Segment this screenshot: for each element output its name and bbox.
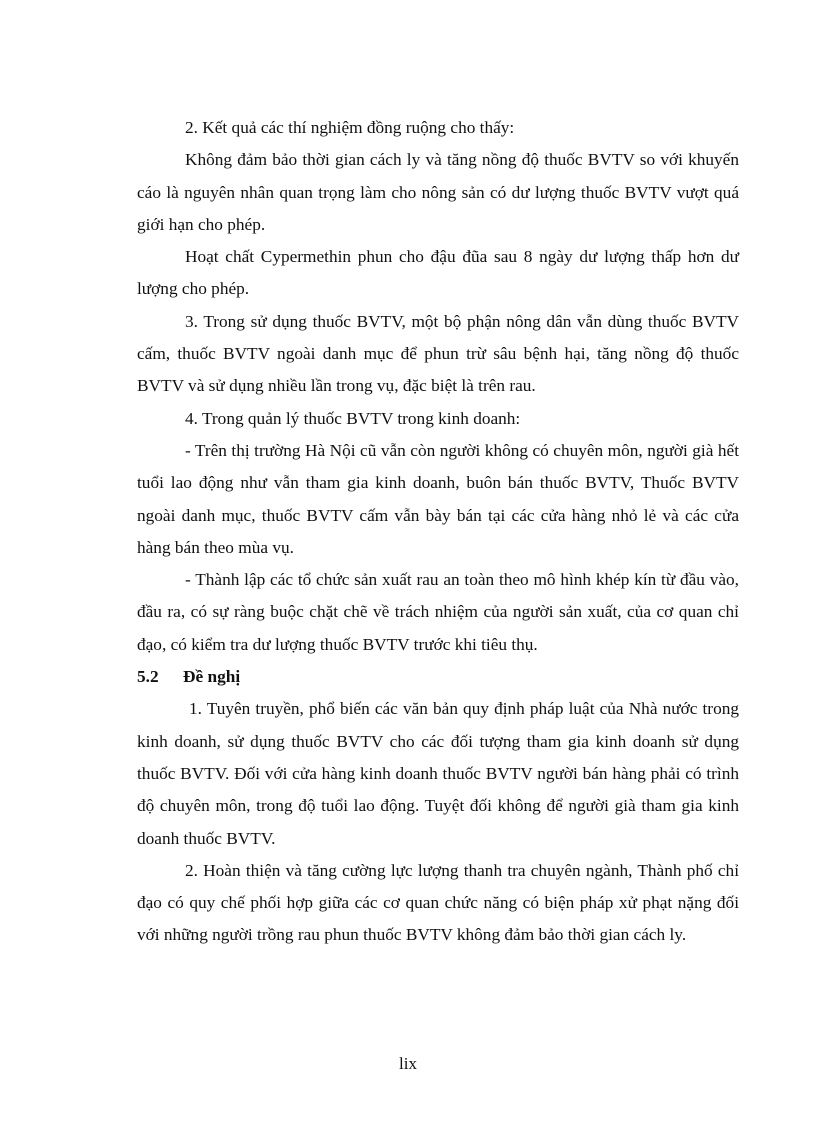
paragraph-isolation-time: Không đảm bảo thời gian cách ly và tăng nồng độ thuốc BVTV so với khuyến cáo là nguyên nhân quan trọng làm cho nông sản có dư lượng thuốc BVTV vượt quá giới hạn cho phép. <box>137 150 739 234</box>
section-title: Đề nghị <box>183 667 241 687</box>
paragraph-hanoi-market: - Trên thị trường Hà Nội cũ vẫn còn người không có chuyên môn, người già hết tuổi lao động như vẫn tham gia kinh doanh, buôn bán thuốc BVTV, Thuốc BVTV ngoài danh mục, thuốc BVTV cấm vẫn bày bán tại các cửa hàng nhỏ lẻ và các cửa hàng bán theo mùa vụ. <box>137 440 739 557</box>
page-body <box>137 112 739 952</box>
paragraph-management-intro: 4. Trong quản lý thuốc BVTV trong kinh doanh: <box>185 408 521 428</box>
paragraph-safe-vegetable-org: - Thành lập các tổ chức sản xuất rau an toàn theo mô hình khép kín từ đầu vào, đầu ra, có sự ràng buộc chặt chẽ về trách nhiệm của người sản xuất, của cơ quan chỉ đạo, có kiểm tra dư lượng thuốc BVTV trước khi tiêu thụ. <box>137 570 739 654</box>
section-number: 5.2 <box>137 667 159 687</box>
paragraph-results-intro: 2. Kết quả các thí nghiệm đồng ruộng cho thấy: <box>185 118 515 137</box>
page-number: lix <box>399 1054 417 1073</box>
paragraph-recommendation-2: 2. Hoàn thiện và tăng cường lực lượng thanh tra chuyên ngành, Thành phố chỉ đạo có quy chế phối hợp giữa các cơ quan chức năng có biện pháp xử phạt nặng đối với những người trồng rau phun thuốc BVTV không đảm bảo thời gian cách ly. <box>137 860 739 945</box>
paragraph-cypermethin: Hoạt chất Cypermethin phun cho đậu đũa sau 8 ngày dư lượng thấp hơn dư lượng cho phép. <box>137 247 739 299</box>
paragraph-pesticide-use: 3. Trong sử dụng thuốc BVTV, một bộ phận nông dân vẫn dùng thuốc BVTV cấm, thuốc BVTV ngoài danh mục để phun trừ sâu bệnh hại, tăng nồng độ thuốc BVTV và sử dụng nhiều lần trong vụ, đặc biệt là trên rau. <box>137 311 739 396</box>
paragraph-recommendation-1: 1. Tuyên truyền, phổ biến các văn bản quy định pháp luật của Nhà nước trong kinh doanh, sử dụng thuốc BVTV cho các đối tượng tham gia kinh doanh sử dụng thuốc BVTV. Đối với cửa hàng kinh doanh thuốc BVTV người bán hàng phải có trình độ chuyên môn, trong độ tuổi lao động. Tuyệt đối không để người già tham gia kinh doanh thuốc BVTV. <box>137 699 739 848</box>
section-heading <box>137 661 739 693</box>
